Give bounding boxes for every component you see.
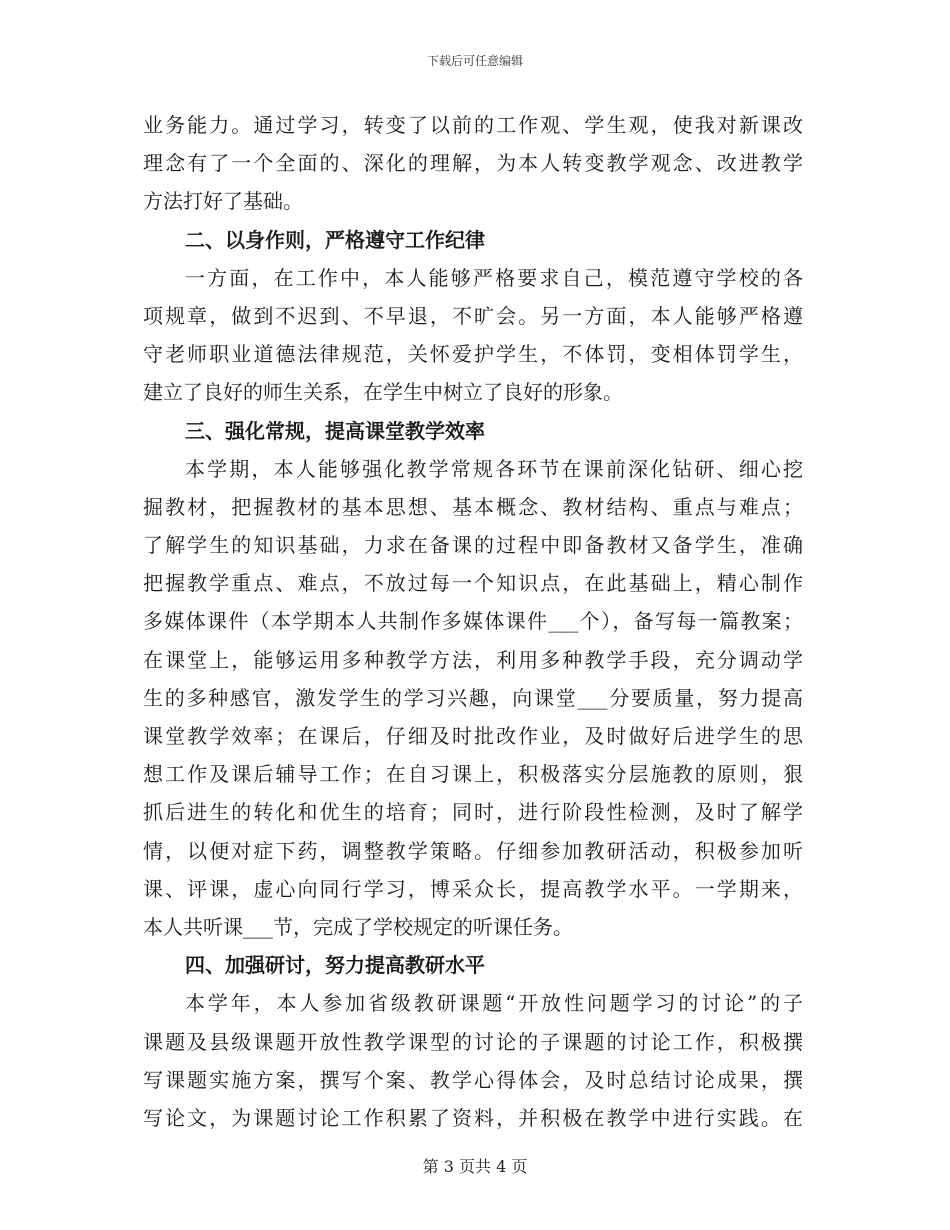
text-line: 本学期，本人能够强化教学常规各环节在课前深化钻研、细心挖	[185, 456, 803, 481]
text-line: 生的多种感官，激发学生的学习兴趣，向课堂___分要质量，努力提高	[143, 685, 803, 710]
text-line: 本人共听课___节，完成了学校规定的听课任务。	[143, 914, 573, 939]
text-line: 业务能力。通过学习，转变了以前的工作观、学生观，使我对新课改	[143, 113, 803, 137]
text-line: 想工作及课后辅导工作；在自习课上，积极落实分层施教的原则，狠	[143, 762, 803, 787]
text-line: 本学年，本人参加省级教研课题“开放性问题学习的讨论”的子	[185, 991, 803, 1016]
text-line: 建立了良好的师生关系，在学生中树立了良好的形象。	[143, 380, 623, 405]
text-line: 课题及县级课题开放性教学课型的讨论的子课题的讨论工作，积极撰	[143, 1029, 803, 1054]
text-line: 把握教学重点、难点，不放过每一个知识点，在此基础上，精心制作	[143, 571, 803, 596]
text-line: 一方面，在工作中，本人能够严格要求自己，模范遵守学校的各	[185, 265, 803, 290]
text-line: 写论文，为课题讨论工作积累了资料，并积极在教学中进行实践。在	[143, 1105, 803, 1130]
text-line: 写课题实施方案，撰写个案、教学心得体会，及时总结讨论成果，撰	[143, 1067, 803, 1092]
text-line: 项规章，做到不迟到、不早退，不旷会。另一方面，本人能够严格遵	[143, 303, 803, 328]
text-line: 方法打好了基础。	[143, 189, 303, 214]
page-footer: 第 3 页共 4 页	[422, 1157, 528, 1176]
text-line: 抓后进生的转化和优生的培育；同时，进行阶段性检测，及时了解学	[143, 800, 803, 825]
text-line: 掘教材，把握教材的基本思想、基本概念、教材结构、重点与难点；	[143, 494, 803, 519]
section-heading: 二、以身作则，严格遵守工作纪律	[185, 227, 485, 252]
text-line: 课、评课，虚心向同行学习，博采众长，提高教学水平。一学期来，	[143, 876, 803, 901]
page-header: 下载后可任意编辑	[426, 54, 523, 68]
section-heading: 三、强化常规，提高课堂教学效率	[185, 418, 485, 443]
text-line: 在课堂上，能够运用多种教学方法，利用多种教学手段，充分调动学	[143, 647, 803, 672]
text-line: 情，以便对症下药，调整教学策略。仔细参加教研活动，积极参加听	[143, 838, 803, 863]
text-line: 了解学生的知识基础，力求在备课的过程中即备教材又备学生，准确	[143, 533, 803, 558]
text-line: 课堂教学效率；在课后，仔细及时批改作业，及时做好后进学生的思	[143, 724, 803, 748]
text-line: 多媒体课件（本学期本人共制作多媒体课件___个），备写每一篇教案；	[143, 609, 803, 634]
text-line: 理念有了一个全面的、深化的理解，为本人转变教学观念、改进教学	[143, 151, 803, 176]
section-heading: 四、加强研讨，努力提高教研水平	[185, 953, 485, 978]
text-line: 守老师职业道德法律规范，关怀爱护学生，不体罚，变相体罚学生，	[143, 342, 803, 367]
document-body	[143, 106, 803, 1137]
